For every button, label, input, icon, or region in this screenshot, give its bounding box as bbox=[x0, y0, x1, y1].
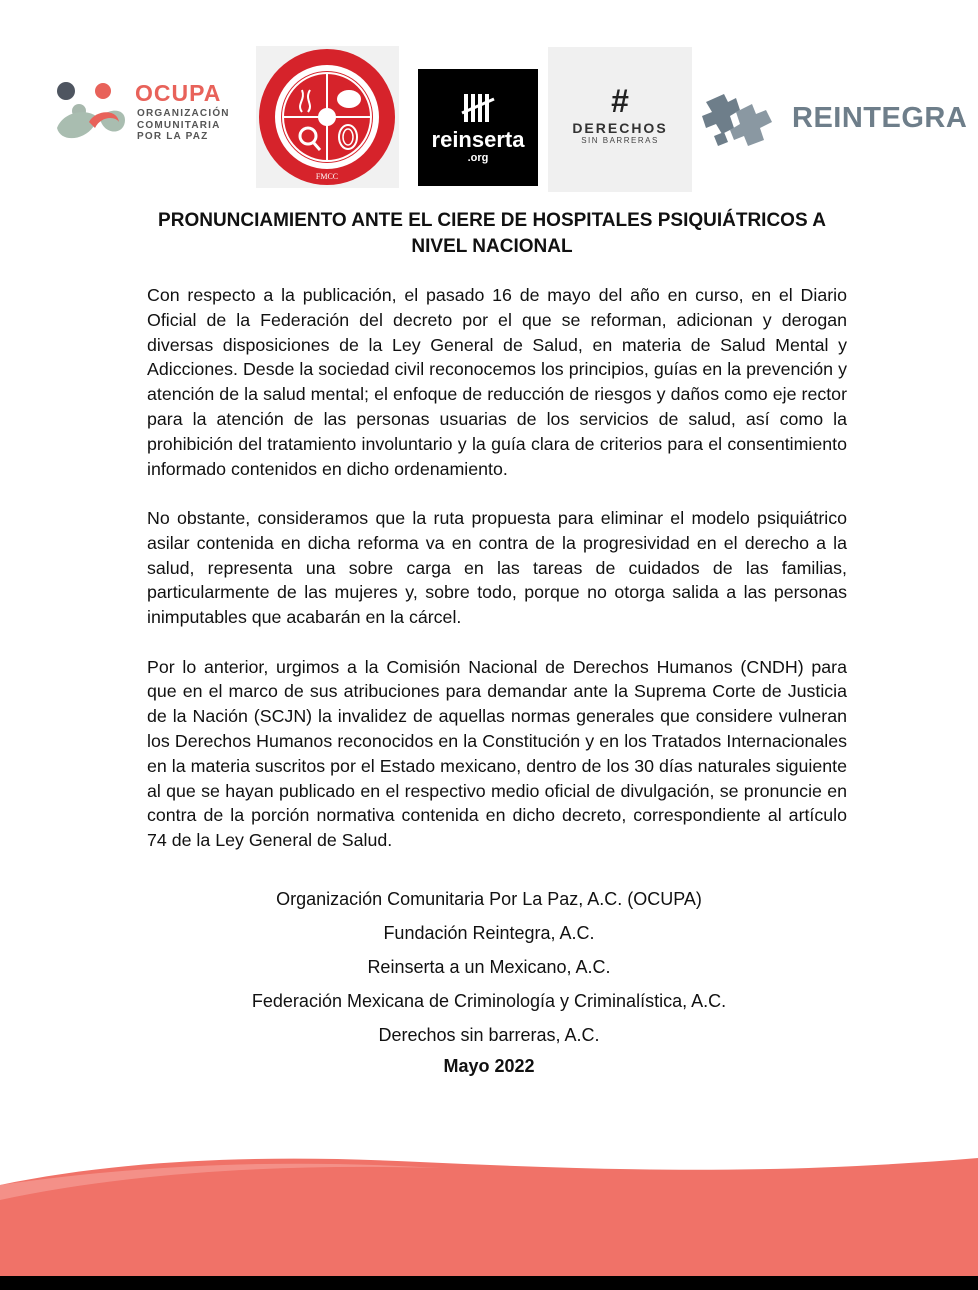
signers-list bbox=[0, 886, 978, 1056]
ocupa-people-icon bbox=[55, 78, 127, 148]
document-title: PRONUNCIAMIENTO ANTE EL CIERE DE HOSPITALES PSIQUIÁTRICOS A NIVEL NACIONAL bbox=[158, 210, 826, 257]
reinserta-domain: .org bbox=[467, 152, 489, 164]
derechos-sin-barreras-logo bbox=[548, 47, 692, 192]
signer: Fundación Reintegra, A.C. bbox=[383, 923, 595, 943]
signer: Derechos sin barreras, A.C. bbox=[378, 1025, 600, 1045]
reinserta-logo bbox=[418, 69, 538, 186]
ocupa-logo bbox=[55, 78, 240, 148]
document-body bbox=[147, 283, 847, 878]
signer: Organización Comunitaria Por La Paz, A.C. (OCUPA) bbox=[276, 889, 702, 909]
puzzle-icon bbox=[700, 88, 780, 150]
reinserta-name: reinserta bbox=[431, 127, 525, 152]
hashtag-icon: # bbox=[611, 83, 629, 119]
footer-wave bbox=[0, 1140, 978, 1290]
derechos-subtitle: SIN BARRERAS bbox=[581, 136, 659, 145]
paragraph: No obstante, consideramos que la ruta propuesta para eliminar el modelo psiquiátrico asilar contenida en dicha reforma va en contra de la progresividad en el derecho a la salud, representa una sobre carga en las tareas de cuidados de las familias, particularmente de las mujeres y, sobre todo, porque no otorga salida a las personas inimputables que acabarán en la cárcel. bbox=[147, 507, 847, 628]
ocupa-subtitle: ORGANIZACIÓN COMUNITARIA POR LA PAZ bbox=[137, 108, 230, 142]
document-date: Mayo 2022 bbox=[443, 1056, 535, 1076]
reinserta-bars-icon bbox=[418, 69, 538, 129]
signer: Federación Mexicana de Criminología y Criminalística, A.C. bbox=[251, 991, 727, 1011]
fmcc-abbr: FMCC bbox=[315, 172, 339, 181]
fmcc-seal-icon bbox=[256, 46, 399, 188]
fmcc-seal-logo bbox=[256, 46, 399, 188]
reintegra-logo bbox=[700, 88, 968, 150]
derechos-name: DERECHOS bbox=[572, 120, 668, 136]
signer: Reinserta a un Mexicano, A.C. bbox=[367, 957, 611, 977]
paragraph: Por lo anterior, urgimos a la Comisión Nacional de Derechos Humanos (CNDH) para que en el marco de sus atribuciones para demandar ante la Suprema Corte de Justicia de la Nación (SCJN) la invalidez de aquellas normas generales que considere vulneran los Derechos Humanos reconocidos en la Constitución y en los Tratados Internacionales en la materia suscritos por el Estado mexicano, dentro de los 30 días naturales siguiente al que se hayan publicado en el respectivo medio oficial de divulgación, se pronuncie en contra de la porción normativa contenida en dicho decreto, correspondiente al artículo 74 de la Ley General de Salud. bbox=[147, 656, 847, 851]
ocupa-name: OCUPA bbox=[135, 80, 222, 106]
reintegra-name: REINTEGRA bbox=[792, 102, 968, 134]
paragraph: Con respecto a la publicación, el pasado 16 de mayo del año en curso, en el Diario Oficial de la Federación del decreto por el que se reforman, adicionan y derogan diversas disposiciones de la Ley General de Salud, en materia de Salud Mental y Adicciones. Desde la sociedad civil reconocemos los principios, guías en la prevención y atención de la salud mental; el enfoque de reducción de riesgos y daños como eje rector para la atención de las personas usuarias de los servicios de salud, así como la prohibición del tratamiento involuntario y la guía clara de criterios para el consentimiento informado contenidos en dicho ordenamiento. bbox=[147, 285, 847, 479]
